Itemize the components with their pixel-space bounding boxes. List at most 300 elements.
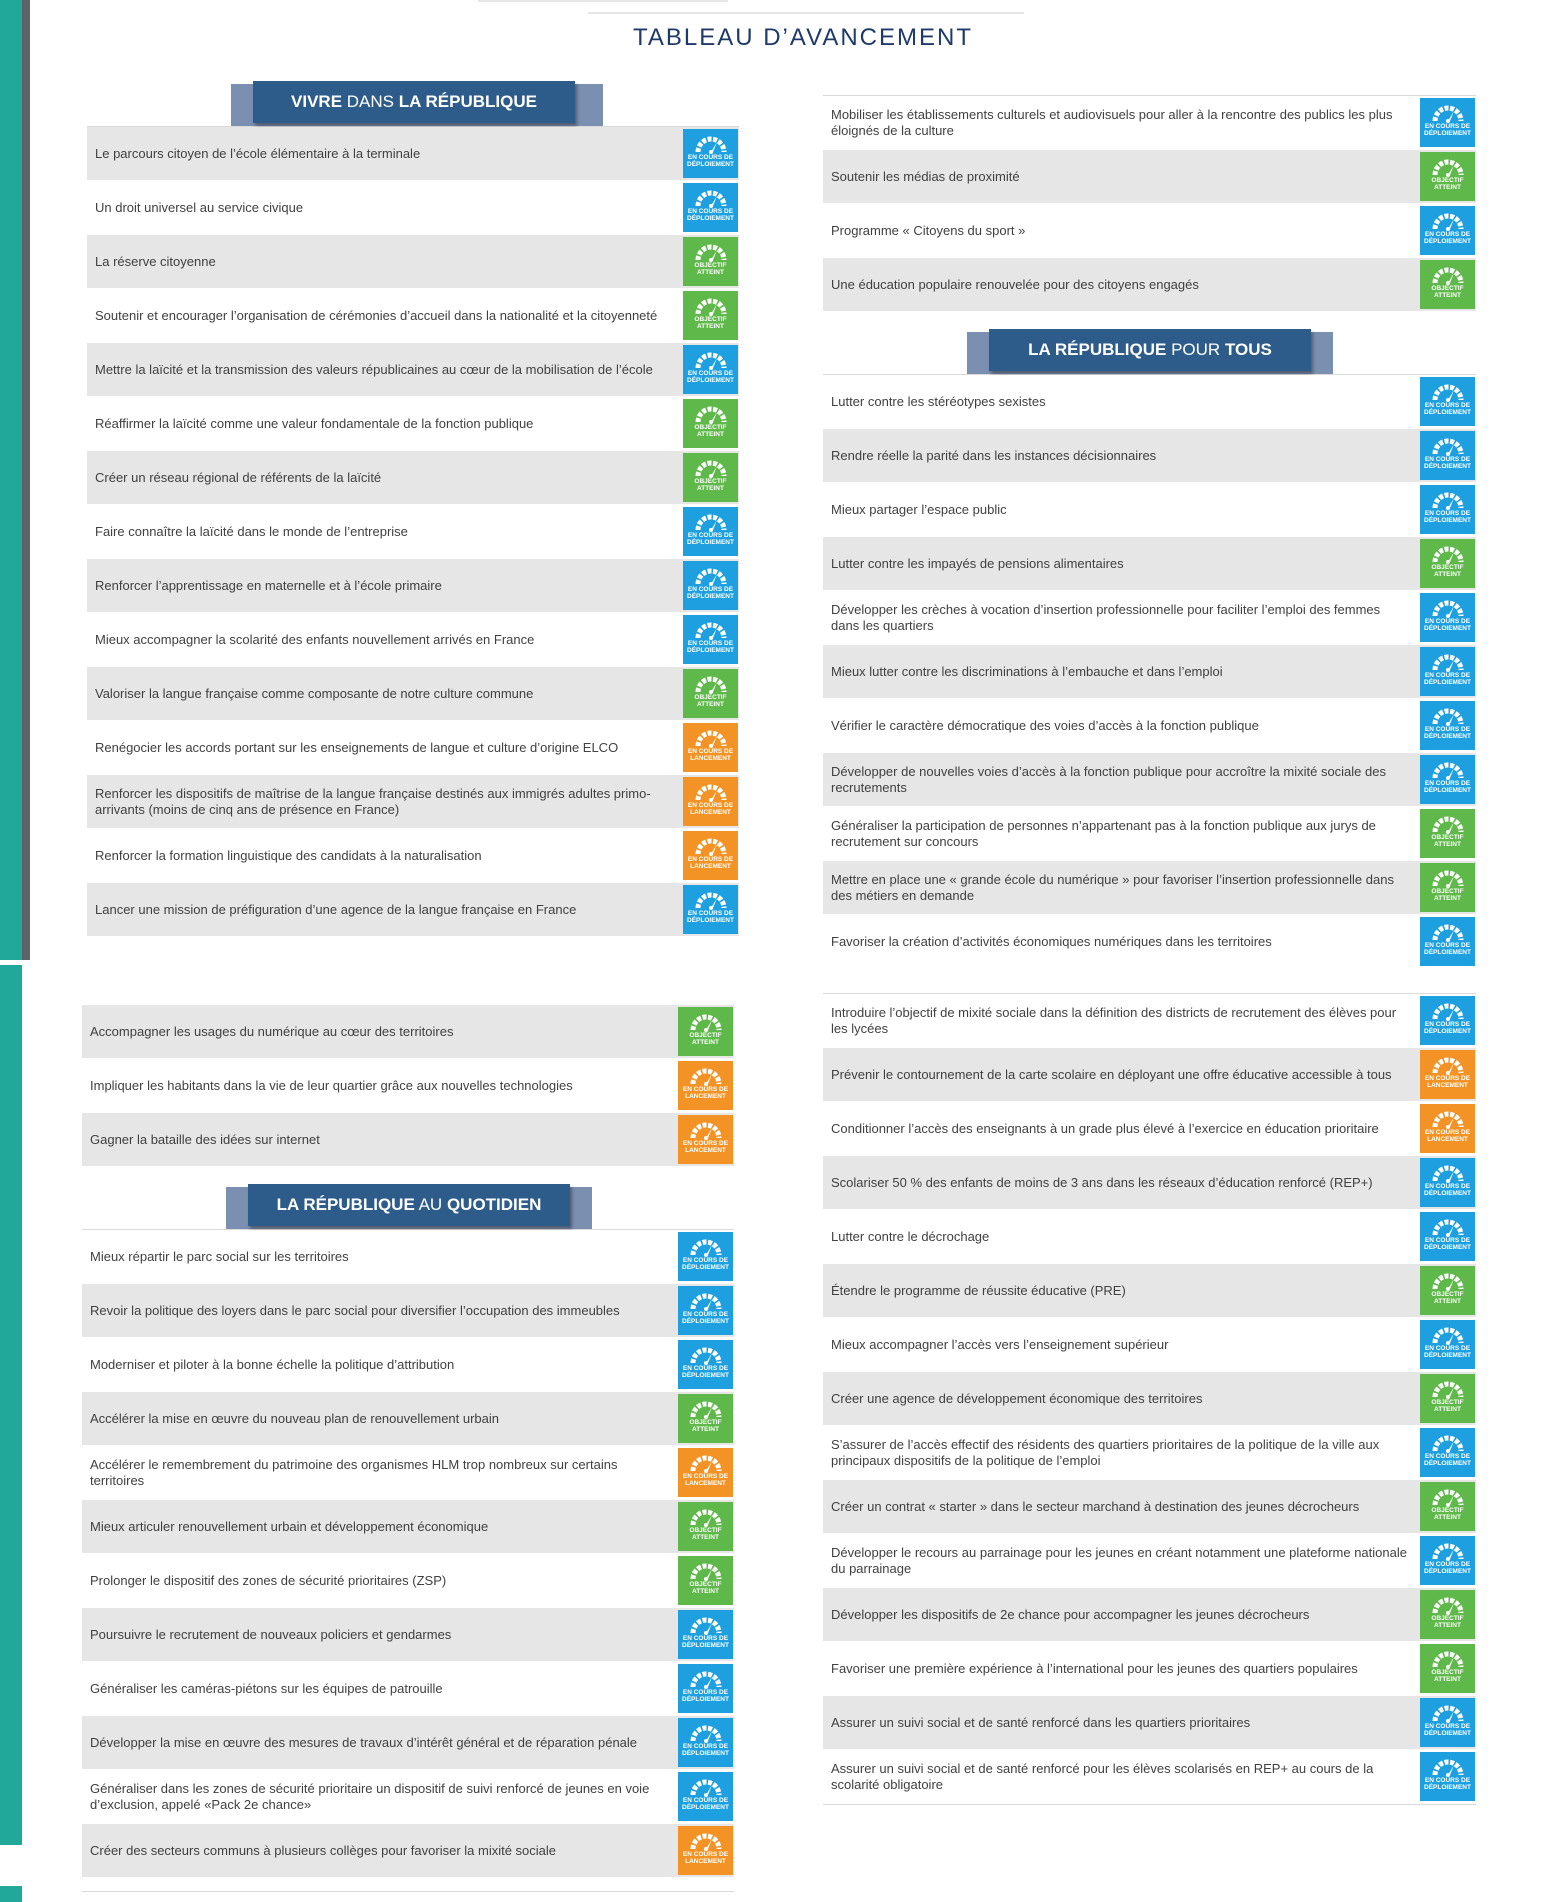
list-item	[87, 289, 739, 342]
item-label: Soutenir les médias de proximité	[831, 168, 1020, 184]
gauge-icon	[1431, 652, 1465, 672]
status-badge	[1420, 917, 1475, 966]
gauge-icon	[694, 728, 728, 748]
list-item	[823, 1372, 1476, 1425]
status-badge	[678, 1007, 733, 1056]
list-item	[82, 1284, 734, 1337]
gauge-icon	[689, 1237, 723, 1257]
item-label: Assurer un suivi social et de santé renforcé dans les quartiers prioritaires	[831, 1714, 1251, 1730]
status-badge	[1420, 1266, 1475, 1315]
status-badge-label: OBJECTIF ATTEINT	[1431, 564, 1464, 578]
status-badge-label: EN COURS DE DÉPLOIEMENT	[1424, 510, 1471, 524]
status-badge	[1420, 755, 1475, 804]
status-badge	[678, 1826, 733, 1875]
status-badge-label: OBJECTIF ATTEINT	[1431, 1291, 1464, 1305]
gauge-icon	[1431, 1163, 1465, 1183]
status-badge	[683, 237, 738, 286]
status-badge	[683, 507, 738, 556]
status-badge-label: EN COURS DE DÉPLOIEMENT	[1424, 1345, 1471, 1359]
status-badge-label: OBJECTIF ATTEINT	[694, 694, 727, 708]
status-badge	[678, 1232, 733, 1281]
list-item	[823, 861, 1476, 914]
gauge-icon	[689, 1066, 723, 1086]
item-label: Généraliser la participation de personnes n’appartenant pas à la fonction publique aux jurys de recrutement sur concours	[831, 817, 1376, 849]
banner-middle: DANS	[346, 92, 395, 111]
list-item	[823, 915, 1476, 968]
status-badge-label: EN COURS DE LANCEMENT	[682, 1473, 729, 1487]
status-badge-label: EN COURS DE DÉPLOIEMENT	[1424, 1723, 1471, 1737]
item-label: Moderniser et piloter à la bonne échelle la politique d’attribution	[90, 1356, 455, 1372]
item-label: Renforcer les dispositifs de maîtrise de la langue française destinés aux immigrés adultes primo-arrivants (moins de cinq ans de présence en France)	[95, 785, 651, 817]
item-label: Accompagner les usages du numérique au cœur des territoires	[90, 1023, 454, 1039]
status-badge-label: OBJECTIF ATTEINT	[1431, 888, 1464, 902]
top-rule-right	[588, 12, 1024, 14]
list-quotidien	[82, 1230, 734, 1877]
list-item	[823, 96, 1476, 149]
list-item	[82, 1554, 734, 1607]
status-badge	[1420, 260, 1475, 309]
status-badge-label: EN COURS DE DÉPLOIEMENT	[682, 1797, 729, 1811]
status-badge	[1420, 1752, 1475, 1801]
status-badge-label: EN COURS DE DÉPLOIEMENT	[1424, 1237, 1471, 1251]
gauge-icon	[1431, 1487, 1465, 1507]
gauge-icon	[1431, 1595, 1465, 1615]
status-badge	[1420, 152, 1475, 201]
gauge-icon	[1431, 382, 1465, 402]
top-rule-left	[478, 0, 728, 2]
list-item	[82, 1770, 734, 1823]
status-badge-label: OBJECTIF ATTEINT	[689, 1527, 722, 1541]
status-badge-label: OBJECTIF ATTEINT	[1431, 1507, 1464, 1521]
list-item	[82, 1662, 734, 1715]
gauge-icon	[689, 1561, 723, 1581]
gauge-icon	[1431, 598, 1465, 618]
item-label: Lutter contre les stéréotypes sexistes	[831, 393, 1046, 409]
item-label: Lutter contre les impayés de pensions alimentaires	[831, 555, 1124, 571]
status-badge-label: EN COURS DE DÉPLOIEMENT	[1424, 672, 1471, 686]
gauge-icon	[689, 1723, 723, 1743]
list-item	[82, 1005, 734, 1058]
list-item	[823, 375, 1476, 428]
item-label: Développer le recours au parrainage pour les jeunes en créant notamment une plateforme nationale du parrainage	[831, 1544, 1407, 1576]
status-badge	[1420, 1698, 1475, 1747]
status-badge-label: EN COURS DE DÉPLOIEMENT	[1424, 231, 1471, 245]
list-item	[82, 1608, 734, 1661]
item-label: Soutenir et encourager l’organisation de cérémonies d’accueil dans la nationalité et la citoyenneté	[95, 307, 658, 323]
gauge-icon	[694, 134, 728, 154]
status-badge-label: EN COURS DE DÉPLOIEMENT	[1424, 1021, 1471, 1035]
status-badge-label: EN COURS DE LANCEMENT	[682, 1851, 729, 1865]
status-badge	[1420, 701, 1475, 750]
item-label: Mobiliser les établissements culturels et audiovisuels pour aller à la rencontre des publics les plus éloignés de la culture	[831, 106, 1393, 138]
status-badge	[1420, 1482, 1475, 1531]
item-label: Mieux articuler renouvellement urbain et développement économique	[90, 1518, 489, 1534]
status-badge-label: EN COURS DE DÉPLOIEMENT	[1424, 123, 1471, 137]
list-item	[87, 397, 739, 450]
column-bottom-left	[82, 1005, 734, 1892]
gauge-icon	[1431, 868, 1465, 888]
section-banner-vivre	[87, 84, 739, 126]
item-label: Vérifier le caractère démocratique des voies d’accès à la fonction publique	[831, 717, 1259, 733]
status-badge	[1420, 206, 1475, 255]
status-badge	[683, 723, 738, 772]
gauge-icon	[689, 1120, 723, 1140]
status-badge	[678, 1394, 733, 1443]
list-item	[82, 1059, 734, 1112]
status-badge	[1420, 485, 1475, 534]
gauge-icon	[1431, 922, 1465, 942]
list-item	[87, 451, 739, 504]
gauge-icon	[1431, 490, 1465, 510]
list-item	[823, 1318, 1476, 1371]
gauge-icon	[694, 458, 728, 478]
status-badge-label: EN COURS DE DÉPLOIEMENT	[1424, 1777, 1471, 1791]
status-badge-label: EN COURS DE DÉPLOIEMENT	[682, 1743, 729, 1757]
gauge-icon	[1431, 1055, 1465, 1075]
status-badge-label: OBJECTIF ATTEINT	[1431, 1399, 1464, 1413]
gauge-icon	[1431, 103, 1465, 123]
list-item	[87, 181, 739, 234]
status-badge-label: EN COURS DE DÉPLOIEMENT	[682, 1311, 729, 1325]
list-item	[823, 699, 1476, 752]
status-badge-label: EN COURS DE DÉPLOIEMENT	[687, 154, 734, 168]
status-badge	[683, 453, 738, 502]
list-education	[823, 994, 1476, 1803]
status-badge-label: EN COURS DE LANCEMENT	[682, 1086, 729, 1100]
gauge-icon	[694, 188, 728, 208]
status-badge-label: OBJECTIF ATTEINT	[694, 478, 727, 492]
status-badge	[678, 1115, 733, 1164]
item-label: Favoriser la création d’activités économiques numériques dans les territoires	[831, 933, 1272, 949]
status-badge-label: EN COURS DE DÉPLOIEMENT	[687, 370, 734, 384]
item-label: Revoir la politique des loyers dans le parc social pour diversifier l’occupation des immeubles	[90, 1302, 620, 1318]
status-badge-label: EN COURS DE DÉPLOIEMENT	[687, 640, 734, 654]
status-badge-label: EN COURS DE LANCEMENT	[687, 748, 734, 762]
gauge-icon	[1431, 1271, 1465, 1291]
list-item	[823, 1156, 1476, 1209]
list-item	[82, 1392, 734, 1445]
list-item	[82, 1500, 734, 1553]
status-badge-label: EN COURS DE DÉPLOIEMENT	[1424, 456, 1471, 470]
gauge-icon	[689, 1399, 723, 1419]
list-item	[823, 1696, 1476, 1749]
item-label: Mettre la laïcité et la transmission des valeurs républicaines au cœur de la mobilisation de l’école	[95, 361, 653, 377]
column-top-right	[823, 95, 1476, 969]
item-label: Conditionner l’accès des enseignants à un grade plus élevé à l’exercice en éducation prioritaire	[831, 1120, 1379, 1136]
gauge-icon	[694, 836, 728, 856]
gauge-icon	[1431, 211, 1465, 231]
list-item	[82, 1113, 734, 1166]
status-badge-label: EN COURS DE LANCEMENT	[682, 1140, 729, 1154]
status-badge-label: OBJECTIF ATTEINT	[689, 1419, 722, 1433]
item-label: S’assurer de l’accès effectif des résidents des quartiers prioritaires de la politique de la ville aux principaux dispositifs de la politique de l’emploi	[831, 1436, 1380, 1468]
gauge-icon	[694, 296, 728, 316]
status-badge-label: EN COURS DE LANCEMENT	[687, 856, 734, 870]
gauge-icon	[694, 782, 728, 802]
list-item	[823, 807, 1476, 860]
gauge-icon	[1431, 436, 1465, 456]
list-item	[82, 1230, 734, 1283]
list-item	[87, 343, 739, 396]
gauge-icon	[1431, 1757, 1465, 1777]
item-label: Généraliser les caméras-piétons sur les équipes de patrouille	[90, 1680, 443, 1696]
list-item	[823, 537, 1476, 590]
item-label: Impliquer les habitants dans la vie de leur quartier grâce aux nouvelles technologies	[90, 1077, 573, 1093]
item-label: Réaffirmer la laïcité comme une valeur fondamentale de la fonction publique	[95, 415, 534, 431]
gauge-icon	[1431, 265, 1465, 285]
section-banner-quotidien	[82, 1187, 734, 1229]
status-badge	[1420, 431, 1475, 480]
status-badge-label: OBJECTIF ATTEINT	[694, 262, 727, 276]
status-badge	[683, 183, 738, 232]
gauge-icon	[1431, 544, 1465, 564]
status-badge-label: OBJECTIF ATTEINT	[1431, 1615, 1464, 1629]
status-badge-label: OBJECTIF ATTEINT	[694, 424, 727, 438]
gauge-icon	[689, 1777, 723, 1797]
list-numerique	[82, 1005, 734, 1166]
item-label: Prévenir le contournement de la carte scolaire en déployant une offre éducative accessible à tous	[831, 1066, 1392, 1082]
status-badge	[683, 399, 738, 448]
item-label: Mieux lutter contre les discriminations à l’embauche et dans l’emploi	[831, 663, 1223, 679]
gauge-icon	[1431, 1109, 1465, 1129]
list-item	[823, 1264, 1476, 1317]
list-item	[87, 613, 739, 666]
status-badge	[1420, 647, 1475, 696]
list-item	[823, 429, 1476, 482]
status-badge	[1420, 1536, 1475, 1585]
list-item	[823, 1750, 1476, 1803]
status-badge-label: EN COURS DE DÉPLOIEMENT	[1424, 1183, 1471, 1197]
item-label: Accélérer le remembrement du patrimoine des organismes HLM trop nombreux sur certains territoires	[90, 1456, 618, 1488]
status-badge	[683, 831, 738, 880]
item-label: Assurer un suivi social et de santé renforcé pour les élèves scolarisés en REP+ au cours de la scolarité obligatoire	[831, 1760, 1374, 1792]
list-item	[823, 1210, 1476, 1263]
list-item	[82, 1824, 734, 1877]
item-label: Rendre réelle la parité dans les instances décisionnaires	[831, 447, 1157, 463]
page-title: TABLEAU D’AVANCEMENT	[632, 24, 974, 51]
banner-suffix: TOUS	[1224, 340, 1272, 359]
item-label: Renforcer l’apprentissage en maternelle et à l’école primaire	[95, 577, 442, 593]
list-item	[823, 204, 1476, 257]
status-badge-label: OBJECTIF ATTEINT	[1431, 834, 1464, 848]
gauge-icon	[1431, 760, 1465, 780]
item-label: Étendre le programme de réussite éducative (PRE)	[831, 1282, 1126, 1298]
item-label: Créer un contrat « starter » dans le secteur marchand à destination des jeunes décrocheurs	[831, 1498, 1360, 1514]
list-item	[823, 1534, 1476, 1587]
left-teal-bar-bottom	[0, 965, 22, 1845]
status-badge-label: EN COURS DE LANCEMENT	[687, 802, 734, 816]
status-badge-label: EN COURS DE DÉPLOIEMENT	[687, 586, 734, 600]
gauge-icon	[694, 566, 728, 586]
item-label: Poursuivre le recrutement de nouveaux policiers et gendarmes	[90, 1626, 452, 1642]
status-badge	[678, 1556, 733, 1605]
list-item	[87, 559, 739, 612]
list-item	[87, 667, 739, 720]
status-badge-label: EN COURS DE DÉPLOIEMENT	[687, 208, 734, 222]
status-badge-label: EN COURS DE LANCEMENT	[1424, 1129, 1471, 1143]
status-badge	[1420, 1320, 1475, 1369]
gauge-icon	[1431, 1001, 1465, 1021]
item-label: Prolonger le dispositif des zones de sécurité prioritaires (ZSP)	[90, 1572, 447, 1588]
gauge-icon	[689, 1345, 723, 1365]
item-label: Développer la mise en œuvre des mesures de travaux d’intérêt général et de réparation pénale	[90, 1734, 638, 1750]
item-label: Renforcer la formation linguistique des candidats à la naturalisation	[95, 847, 482, 863]
item-label: Créer des secteurs communs à plusieurs collèges pour favoriser la mixité sociale	[90, 1842, 557, 1858]
item-label: Mieux accompagner la scolarité des enfants nouvellement arrivés en France	[95, 631, 535, 647]
gauge-icon	[694, 404, 728, 424]
item-label: Créer une agence de développement économique des territoires	[831, 1390, 1203, 1406]
status-badge	[1420, 1644, 1475, 1693]
list-item	[823, 753, 1476, 806]
list-item	[823, 1480, 1476, 1533]
status-badge-label: EN COURS DE DÉPLOIEMENT	[1424, 1561, 1471, 1575]
status-badge	[1420, 1590, 1475, 1639]
item-label: Gagner la bataille des idées sur internet	[90, 1131, 320, 1147]
status-badge-label: EN COURS DE DÉPLOIEMENT	[682, 1365, 729, 1379]
gauge-icon	[694, 674, 728, 694]
status-badge	[1420, 1158, 1475, 1207]
list-item	[87, 883, 739, 936]
list-item	[87, 127, 739, 180]
list-culture	[823, 96, 1476, 311]
status-badge-label: OBJECTIF ATTEINT	[689, 1581, 722, 1595]
column-bottom-right	[823, 993, 1476, 1805]
item-label: Faire connaître la laïcité dans le monde de l’entreprise	[95, 523, 408, 539]
status-badge	[678, 1610, 733, 1659]
banner-suffix: QUOTIDIEN	[446, 1195, 542, 1214]
item-label: Généraliser dans les zones de sécurité prioritaire un dispositif de suivi renforcé de jeunes en voie d’exclusion, appelé «Pack 2e chance»	[90, 1780, 650, 1812]
item-label: Mieux répartir le parc social sur les territoires	[90, 1248, 349, 1264]
item-label: Scolariser 50 % des enfants de moins de 3 ans dans les réseaux d’éducation renforcé (REP+)	[831, 1174, 1373, 1190]
gauge-icon	[689, 1507, 723, 1527]
status-badge	[678, 1772, 733, 1821]
item-label: Accélérer la mise en œuvre du nouveau plan de renouvellement urbain	[90, 1410, 500, 1426]
status-badge-label: EN COURS DE DÉPLOIEMENT	[687, 532, 734, 546]
item-label: Une éducation populaire renouvelée pour des citoyens engagés	[831, 276, 1199, 292]
status-badge	[678, 1448, 733, 1497]
gauge-icon	[689, 1291, 723, 1311]
banner-prefix: LA RÉPUBLIQUE	[1028, 340, 1167, 359]
status-badge-label: OBJECTIF ATTEINT	[694, 316, 727, 330]
status-badge	[1420, 1212, 1475, 1261]
list-item	[82, 1716, 734, 1769]
item-label: Développer les crèches à vocation d’insertion professionnelle pour faciliter l’emploi des femmes dans les quartiers	[831, 601, 1381, 633]
status-badge-label: EN COURS DE DÉPLOIEMENT	[1424, 618, 1471, 632]
status-badge	[1420, 539, 1475, 588]
list-item	[823, 1642, 1476, 1695]
banner-prefix: VIVRE	[291, 92, 343, 111]
list-item	[823, 1102, 1476, 1155]
item-label: Introduire l’objectif de mixité sociale dans la définition des districts de recrutement des élèves pour les lycées	[831, 1004, 1397, 1036]
list-item	[87, 775, 739, 828]
item-label: Lancer une mission de préfiguration d’une agence de la langue française en France	[95, 901, 577, 917]
status-badge-label: EN COURS DE DÉPLOIEMENT	[687, 910, 734, 924]
list-item	[87, 235, 739, 288]
status-badge	[683, 777, 738, 826]
status-badge	[678, 1061, 733, 1110]
gauge-icon	[689, 1669, 723, 1689]
status-badge	[683, 885, 738, 934]
gauge-icon	[694, 242, 728, 262]
gauge-icon	[689, 1615, 723, 1635]
list-item	[87, 829, 739, 882]
status-badge	[678, 1340, 733, 1389]
list-item	[823, 258, 1476, 311]
gauge-icon	[689, 1831, 723, 1851]
gauge-icon	[1431, 706, 1465, 726]
status-badge	[678, 1664, 733, 1713]
list-tous	[823, 375, 1476, 968]
status-badge-label: OBJECTIF ATTEINT	[1431, 285, 1464, 299]
status-badge	[683, 291, 738, 340]
list-item	[823, 645, 1476, 698]
status-badge	[1420, 996, 1475, 1045]
status-badge	[683, 615, 738, 664]
gauge-icon	[1431, 1379, 1465, 1399]
status-badge	[1420, 377, 1475, 426]
item-label: Programme « Citoyens du sport »	[831, 222, 1026, 238]
item-label: Le parcours citoyen de l’école élémentaire à la terminale	[95, 145, 421, 161]
status-badge	[678, 1502, 733, 1551]
gauge-icon	[1431, 1217, 1465, 1237]
gauge-icon	[1431, 1541, 1465, 1561]
list-item	[823, 1048, 1476, 1101]
status-badge-label: EN COURS DE DÉPLOIEMENT	[1424, 1453, 1471, 1467]
status-badge	[683, 669, 738, 718]
status-badge	[1420, 1050, 1475, 1099]
status-badge-label: EN COURS DE LANCEMENT	[1424, 1075, 1471, 1089]
item-label: Développer les dispositifs de 2e chance pour accompagner les jeunes décrocheurs	[831, 1606, 1310, 1622]
list-item	[823, 483, 1476, 536]
gauge-icon	[694, 512, 728, 532]
left-dark-bar-top	[22, 0, 30, 960]
section-banner-tous	[823, 332, 1476, 374]
gauge-icon	[1431, 1325, 1465, 1345]
status-badge-label: EN COURS DE DÉPLOIEMENT	[682, 1689, 729, 1703]
item-label: Développer de nouvelles voies d’accès à la fonction publique pour accroître la mixité sociale des recrutements	[831, 763, 1386, 795]
banner-middle: AU	[418, 1195, 443, 1214]
status-badge	[683, 561, 738, 610]
status-badge	[1420, 1374, 1475, 1423]
status-badge	[1420, 1104, 1475, 1153]
status-badge-label: EN COURS DE DÉPLOIEMENT	[1424, 726, 1471, 740]
gauge-icon	[694, 620, 728, 640]
item-label: Valoriser la langue française comme composante de notre culture commune	[95, 685, 534, 701]
list-item	[87, 721, 739, 774]
item-label: La réserve citoyenne	[95, 253, 216, 269]
gauge-icon	[1431, 1433, 1465, 1453]
column-top-left	[87, 84, 739, 937]
gauge-icon	[694, 890, 728, 910]
item-label: Mettre en place une « grande école du numérique » pour favoriser l’insertion professionnelle dans des métiers en demande	[831, 871, 1394, 903]
list-item	[823, 150, 1476, 203]
status-badge-label: EN COURS DE DÉPLOIEMENT	[1424, 942, 1471, 956]
list-item	[87, 505, 739, 558]
status-badge	[1420, 863, 1475, 912]
status-badge	[1420, 98, 1475, 147]
list-item	[823, 1588, 1476, 1641]
list-item	[823, 994, 1476, 1047]
list-item	[82, 1446, 734, 1499]
left-teal-bar-top	[0, 0, 22, 960]
list-item	[82, 1338, 734, 1391]
gauge-icon	[1431, 1703, 1465, 1723]
status-badge-label: OBJECTIF ATTEINT	[689, 1032, 722, 1046]
banner-suffix: LA RÉPUBLIQUE	[398, 92, 537, 111]
item-label: Créer un réseau régional de référents de la laïcité	[95, 469, 382, 485]
list-item	[823, 1426, 1476, 1479]
status-badge	[1420, 1428, 1475, 1477]
